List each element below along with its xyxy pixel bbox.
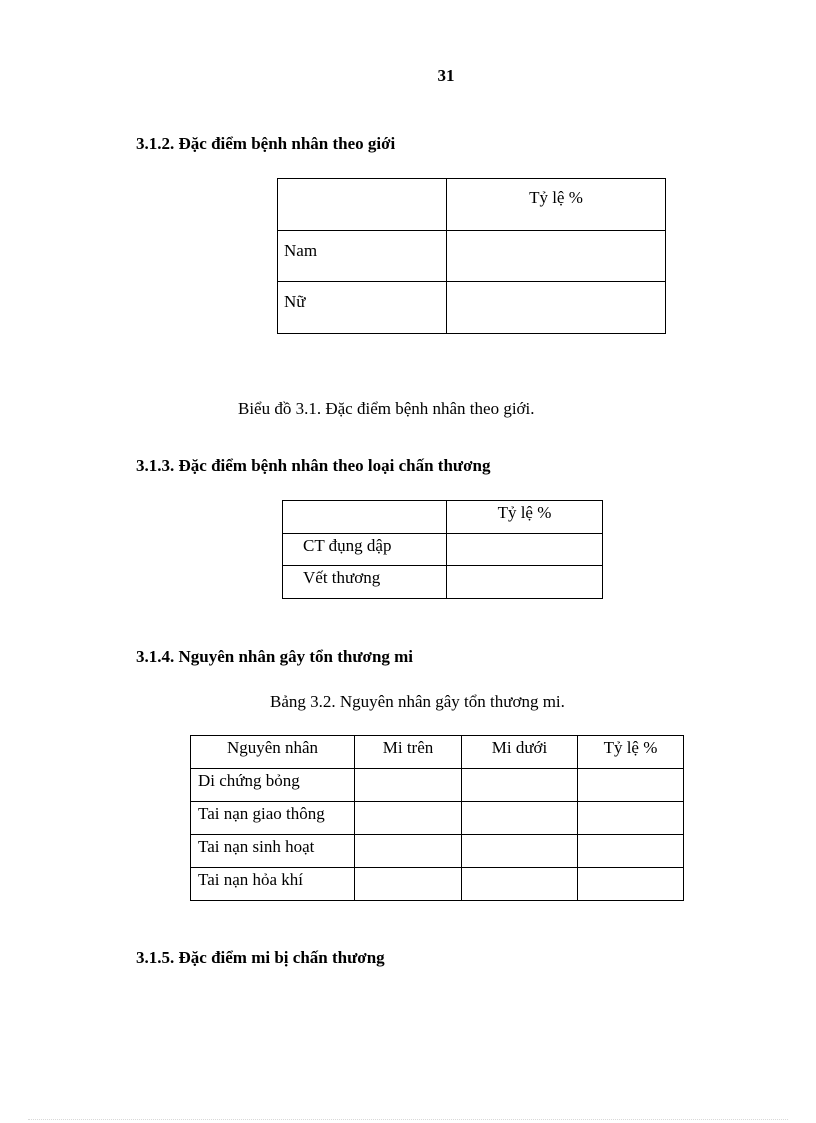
- table-cell: [462, 868, 578, 901]
- table-cell: [462, 769, 578, 802]
- table-header-cell: [283, 501, 447, 534]
- table-cell: [355, 769, 462, 802]
- table-cell: Tai nạn giao thông: [191, 802, 355, 835]
- table-cell: Vết thương: [283, 566, 447, 599]
- cause-table: [190, 735, 684, 901]
- table-header-cell: Nguyên nhân: [191, 736, 355, 769]
- section-heading-3-1-2: 3.1.2. Đặc điểm bệnh nhân theo giới: [136, 134, 396, 153]
- table-row: [191, 802, 684, 835]
- table-header-cell: Tỷ lệ %: [578, 736, 684, 769]
- table-cell: [578, 769, 684, 802]
- table-header-row: [278, 179, 666, 231]
- section-heading-3-1-5: 3.1.5. Đặc điểm mi bị chấn thương: [136, 948, 385, 967]
- table-cell: Nam: [278, 231, 447, 282]
- table-cell: [447, 566, 603, 599]
- table-row: [283, 534, 603, 566]
- table-cell: Nữ: [278, 282, 447, 334]
- table-caption: Bảng 3.2. Nguyên nhân gây tổn thương mi.: [270, 692, 565, 711]
- table-header-cell: [278, 179, 447, 231]
- gender-table: [277, 178, 666, 334]
- table-cell: [447, 282, 666, 334]
- table-cell: Tai nạn hỏa khí: [191, 868, 355, 901]
- table-cell: [447, 231, 666, 282]
- table-cell: [355, 868, 462, 901]
- table-row: [191, 769, 684, 802]
- table-header-row: [283, 501, 603, 534]
- page-footer-divider: [28, 1119, 788, 1120]
- table-cell: [355, 835, 462, 868]
- table-row: [191, 835, 684, 868]
- table-cell: Di chứng bỏng: [191, 769, 355, 802]
- table-header-cell: Tỷ lệ %: [447, 179, 666, 231]
- table-cell: [462, 802, 578, 835]
- chart-caption: Biểu đồ 3.1. Đặc điểm bệnh nhân theo giới.: [238, 399, 535, 418]
- table-row: [191, 868, 684, 901]
- table-cell: [355, 802, 462, 835]
- table-cell: [447, 534, 603, 566]
- section-heading-3-1-4: 3.1.4. Nguyên nhân gây tổn thương mi: [136, 647, 414, 666]
- page-number: 31: [437, 66, 455, 85]
- table-cell: Tai nạn sinh hoạt: [191, 835, 355, 868]
- table-header-cell: Mi dưới: [462, 736, 578, 769]
- table-row: [278, 282, 666, 334]
- table-header-row: [191, 736, 684, 769]
- table-row: [283, 566, 603, 599]
- table-cell: [578, 868, 684, 901]
- table-row: [278, 231, 666, 282]
- table-cell: [462, 835, 578, 868]
- table-header-cell: Tỷ lệ %: [447, 501, 603, 534]
- injury-type-table: [282, 500, 603, 599]
- section-heading-3-1-3: 3.1.3. Đặc điểm bệnh nhân theo loại chấn thương: [136, 456, 491, 475]
- table-cell: [578, 835, 684, 868]
- table-header-cell: Mi trên: [355, 736, 462, 769]
- table-cell: [578, 802, 684, 835]
- table-cell: CT đụng dập: [283, 534, 447, 566]
